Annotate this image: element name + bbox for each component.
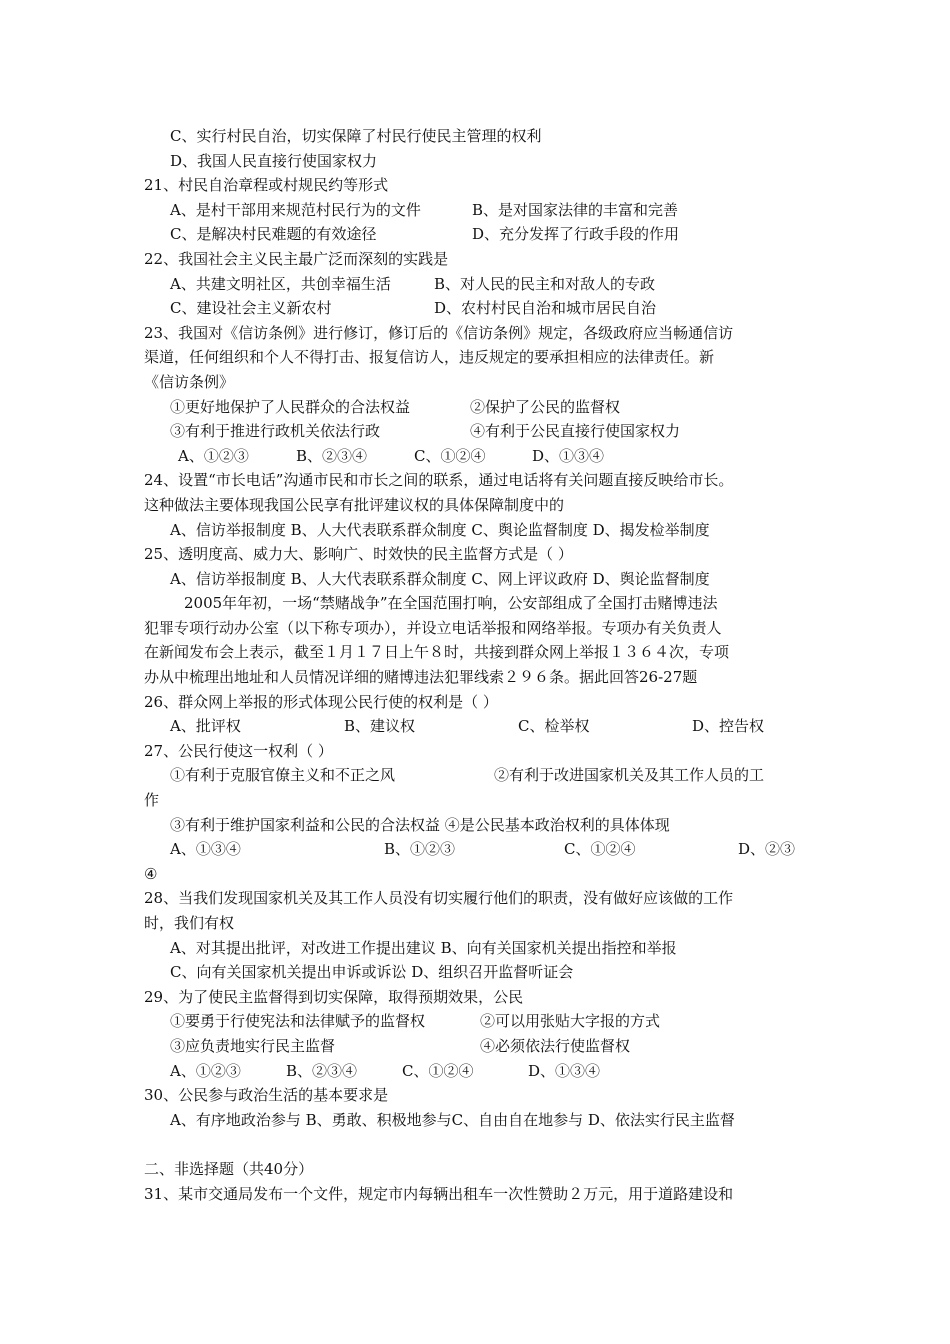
q29-option-c: C、①②④: [402, 1061, 474, 1080]
q28-options-cd: C、向有关国家机关提出申诉或诉讼 D、组织召开监督听证会: [170, 963, 574, 982]
q23-statement-1: ①更好地保护了人民群众的合法权益: [170, 397, 411, 416]
q22-options-ab: [144, 272, 808, 297]
q23-stem-line-3: 《信访条例》: [144, 372, 235, 391]
q27-option-b: B、①②③: [384, 840, 456, 859]
q27-statements-34: ③有利于维护国家利益和公民的合法权益 ④是公民基本政治权利的具体体现: [170, 815, 670, 834]
q21-stem: 21、村民自治章程或村规民约等形式: [144, 176, 389, 195]
q27-statement-2-continued: 作: [144, 791, 160, 810]
q23-stem-line-2: 渠道，任何组织和个人不得打击、报复信访人，违反规定的要承担相应的法律责任。新: [144, 348, 715, 367]
q25-options: A、信访举报制度 B、人大代表联系群众制度 C、网上评议政府 D、舆论监督制度: [170, 569, 710, 588]
q26-options: [144, 714, 808, 739]
q27-statements-12: [144, 763, 808, 788]
q29-stem: 29、为了使民主监督得到切实保障，取得预期效果，公民: [144, 987, 524, 1006]
passage-line-2: 犯罪专项行动办公室（以下称专项办），并设立电话举报和网络举报。专项办有关负责人: [144, 618, 722, 637]
q23-statement-3: ③有利于推进行政机关依法行政: [170, 422, 381, 441]
q23-option-c: C、①②④: [414, 446, 486, 465]
q21-option-a: A、是村干部用来规范村民行为的文件: [170, 200, 421, 219]
q23-statement-4: ④有利于公民直接行使国家权力: [470, 422, 681, 441]
q23-options: [144, 444, 808, 469]
q22-option-a: A、共建文明社区，共创幸福生活: [170, 274, 391, 293]
q24-stem-line-1: 24、设置“市长电话”沟通市民和市长之间的联系，通过电话将有关问题直接反映给市长。: [144, 471, 734, 490]
q29-statements-34: [144, 1034, 808, 1059]
q23-option-b: B、②③④: [296, 446, 368, 465]
q29-statement-2: ②可以用张贴大字报的方式: [480, 1012, 661, 1031]
q27-statement-2: ②有利于改进国家机关及其工作人员的工: [494, 766, 765, 785]
q28-stem-line-2: 时，我们有权: [144, 914, 235, 932]
q23-option-d: D、①③④: [532, 446, 605, 465]
q25-stem: 25、透明度高、威力大、影响广、时效快的民主监督方式是（ ）: [144, 545, 573, 564]
q23-statements-34: [144, 419, 808, 444]
q21-options-ab: [144, 198, 808, 223]
q29-option-d: D、①③④: [528, 1061, 601, 1080]
q30-stem: 30、公民参与政治生活的基本要求是: [144, 1086, 389, 1105]
q22-options-cd: [144, 296, 808, 321]
q21-option-c: C、是解决村民难题的有效途径: [170, 225, 377, 244]
q23-statements-12: [144, 395, 808, 420]
q20-option-c: C、实行村民自治，切实保障了村民行使民主管理的权利: [170, 127, 542, 145]
q26-option-d: D、控告权: [692, 717, 765, 736]
passage-line-1: 2005年年初，一场“禁赌战争”在全国范围打响，公安部组成了全国打击赌博违法: [184, 594, 718, 613]
q26-option-a: A、批评权: [170, 717, 241, 736]
q26-stem: 26、群众网上举报的形式体现公民行使的权利是（ ）: [144, 692, 498, 711]
q22-option-d: D、农村村民自治和城市居民自治: [434, 299, 657, 318]
q21-options-cd: [144, 222, 808, 247]
q21-option-d: D、充分发挥了行政手段的作用: [472, 225, 680, 244]
q22-stem: 22、我国社会主义民主最广泛而深刻的实践是: [144, 249, 449, 268]
q29-statement-1: ①要勇于行使宪法和法律赋予的监督权: [170, 1012, 426, 1031]
q21-option-b: B、是对国家法律的丰富和完善: [472, 200, 679, 219]
q28-stem-line-1: 28、当我们发现国家机关及其工作人员没有切实履行他们的职责，没有做好应该做的工作: [144, 889, 734, 908]
q29-statement-3: ③应负责地实行民主监督: [170, 1036, 336, 1055]
q28-options-ab: A、对其提出批评，对改进工作提出建议 B、向有关国家机关提出指控和举报: [170, 938, 677, 957]
q23-option-a: A、①②③: [178, 446, 249, 465]
q24-stem-line-2: 这种做法主要体现我国公民享有批评建议权的具体保障制度中的: [144, 495, 565, 514]
section-spacer: [144, 1132, 808, 1157]
q27-statement-1: ①有利于克服官僚主义和不正之风: [170, 766, 396, 785]
q29-statement-4: ④必须依法行使监督权: [480, 1036, 631, 1055]
q27-option-a: A、①③④: [170, 840, 241, 859]
passage-line-4: 办从中梳理出地址和人员情况详细的赌博违法犯罪线索２９６条。据此回答26-27题: [144, 668, 698, 687]
exam-content: [144, 124, 808, 1206]
q31-stem-line-1: 31、某市交通局发布一个文件，规定市内每辆出租车一次性赞助２万元，用于道路建设和: [144, 1184, 734, 1203]
q27-option-c: C、①②④: [564, 840, 636, 859]
q29-statements-12: [144, 1009, 808, 1034]
q27-options: [144, 837, 808, 862]
q29-options: [144, 1059, 808, 1084]
q23-statement-2: ②保护了公民的监督权: [470, 397, 621, 416]
q26-option-b: B、建议权: [344, 717, 416, 736]
q26-option-c: C、检举权: [518, 717, 590, 736]
q27-stem: 27、公民行使这一权利（ ）: [144, 741, 333, 760]
q27-option-d-continued: ④: [144, 864, 158, 883]
q29-option-a: A、①②③: [170, 1061, 241, 1080]
q29-option-b: B、②③④: [286, 1061, 358, 1080]
q23-stem-line-1: 23、我国对《信访条例》进行修订，修订后的《信访条例》规定，各级政府应当畅通信访: [144, 323, 734, 342]
q30-options: A、有序地政治参与 B、勇敢、积极地参与C、自由自在地参与 D、依法实行民主监督: [170, 1110, 735, 1129]
q27-option-d: D、②③: [738, 840, 796, 859]
q24-options: A、信访举报制度 B、人大代表联系群众制度 C、舆论监督制度 D、揭发检举制度: [170, 520, 710, 539]
q22-option-b: B、对人民的民主和对敌人的专政: [434, 274, 656, 293]
section-heading: 二、非选择题（共40分）: [144, 1159, 314, 1178]
q22-option-c: C、建设社会主义新农村: [170, 299, 332, 318]
q20-option-d: D、我国人民直接行使国家权力: [170, 151, 378, 170]
passage-line-3: 在新闻发布会上表示，截至１月１７日上午８时，共接到群众网上举报１３６４次，专项: [144, 643, 730, 662]
